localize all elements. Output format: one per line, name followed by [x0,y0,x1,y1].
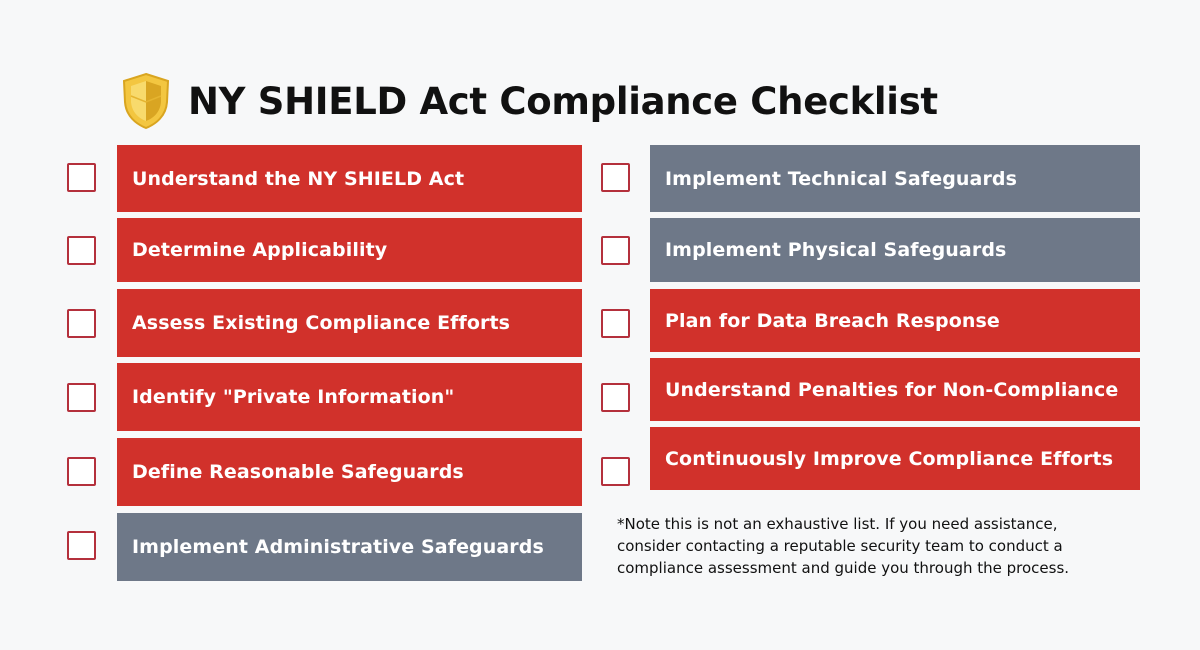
item-understand-act: Understand the NY SHIELD Act [117,145,582,212]
item-technical-safeguards: Implement Technical Safeguards [650,145,1140,212]
checkbox-understand-act[interactable] [67,163,96,192]
item-identify-private-info: Identify "Private Information" [117,363,582,431]
checkbox-administrative-safeguards[interactable] [67,531,96,560]
checkbox-breach-response[interactable] [601,309,630,338]
checkbox-identify-private-info[interactable] [67,383,96,412]
page-title: NY SHIELD Act Compliance Checklist [188,79,938,123]
checkbox-technical-safeguards[interactable] [601,163,630,192]
item-define-safeguards: Define Reasonable Safeguards [117,438,582,506]
item-penalties: Understand Penalties for Non-Compliance [650,358,1140,421]
item-assess-compliance: Assess Existing Compliance Efforts [117,289,582,357]
checkbox-physical-safeguards[interactable] [601,236,630,265]
disclaimer-note: *Note this is not an exhaustive list. If you need assistance, consider contacting a reputable security team to conduct a compliance assessment and guide you through the process. [617,515,1070,577]
checkbox-penalties[interactable] [601,383,630,412]
item-physical-safeguards: Implement Physical Safeguards [650,218,1140,282]
item-determine-applicability: Determine Applicability [117,218,582,282]
checkbox-continuous-improvement[interactable] [601,457,630,486]
shield-icon [120,72,172,130]
checkbox-determine-applicability[interactable] [67,236,96,265]
item-administrative-safeguards: Implement Administrative Safeguards [117,513,582,581]
checkbox-assess-compliance[interactable] [67,309,96,338]
header [120,72,938,130]
checkbox-define-safeguards[interactable] [67,457,96,486]
item-continuous-improvement: Continuously Improve Compliance Efforts [650,427,1140,490]
item-breach-response: Plan for Data Breach Response [650,289,1140,352]
